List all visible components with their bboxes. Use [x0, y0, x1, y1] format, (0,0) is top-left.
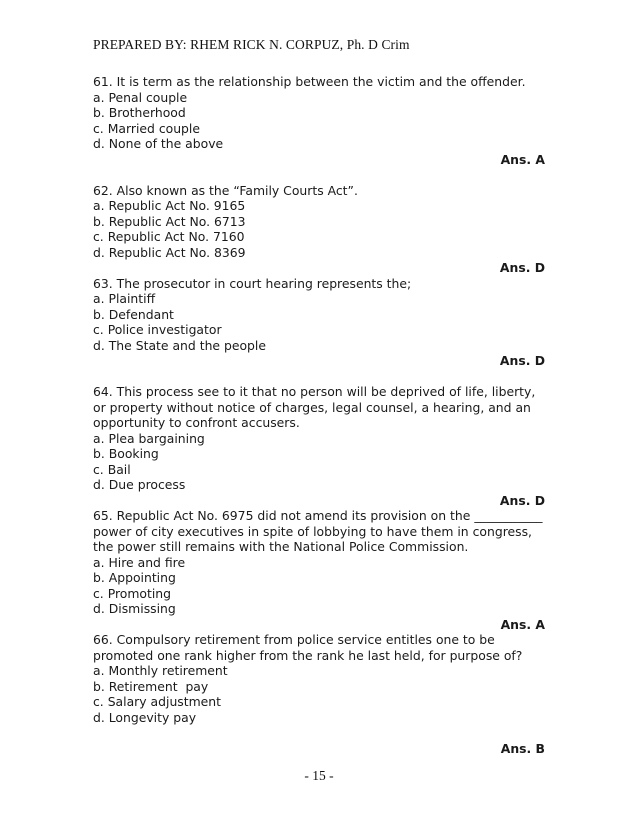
answer-key: Ans. D: [499, 353, 545, 368]
question-65: [93, 508, 545, 632]
question-63: [93, 276, 545, 369]
option-c: c. Republic Act No. 7160: [93, 229, 245, 244]
question-stem: 65. Republic Act No. 6975 did not amend its provision on the ___________ power of city executives in spite of lobbying to have them in congress, the power still remains with the National Police Commission.: [93, 508, 543, 554]
option-d: d. None of the above: [93, 136, 224, 151]
answer-key: Ans. A: [500, 151, 545, 167]
question-64: [93, 384, 545, 508]
option-d: d. Due process: [93, 477, 186, 492]
option-a: a. Republic Act No. 9165: [93, 198, 246, 213]
option-a: a. Monthly retirement: [93, 663, 228, 678]
option-d: d. The State and the people: [93, 337, 266, 353]
option-a: a. Hire and fire: [93, 554, 186, 570]
question-stem: 63. The prosecutor in court hearing represents the;: [93, 275, 412, 291]
option-c: c. Police investigator: [93, 322, 222, 337]
option-b: b. Retirement pay: [93, 678, 209, 694]
page-number: - 15 -: [304, 768, 334, 783]
option-d: d. Dismissing: [93, 601, 176, 616]
option-b: b. Appointing: [93, 570, 176, 585]
option-d: d. Republic Act No. 8369: [93, 244, 246, 260]
answer-key: Ans. D: [499, 260, 545, 275]
option-a: a. Plaintiff: [93, 291, 156, 306]
option-b: b. Brotherhood: [93, 105, 186, 120]
question-62: [93, 183, 545, 276]
option-a: a. Plea bargaining: [93, 430, 205, 446]
option-b: b. Booking: [93, 446, 159, 461]
answer-key: Ans. A: [500, 616, 545, 632]
question-stem: 62. Also known as the “Family Courts Act”.: [93, 182, 358, 198]
option-c: c. Bail: [93, 461, 131, 477]
option-c: c. Salary adjustment: [93, 694, 222, 709]
question-stem: 61. It is term as the relationship between the victim and the offender.: [93, 74, 526, 89]
page-header: PREPARED BY: RHEM RICK N. CORPUZ, Ph. D Crim: [93, 37, 410, 52]
question-stem: 66. Compulsory retirement from police service entitles one to be promoted one rank higher from the rank he last held, for purpose of?: [93, 632, 523, 663]
question-66: [93, 632, 545, 756]
option-c: c. Promoting: [93, 585, 172, 601]
question-stem: 64. This process see to it that no person will be deprived of life, liberty, or property without notice of charges, legal counsel, a hearing, and an opportunity to confront accusers.: [93, 384, 536, 430]
option-b: b. Defendant: [93, 306, 174, 322]
option-a: a. Penal couple: [93, 89, 188, 105]
answer-key: Ans. D: [499, 492, 545, 508]
answer-key: Ans. B: [500, 740, 545, 756]
question-list: [93, 74, 545, 756]
option-c: c. Married couple: [93, 120, 200, 136]
option-d: d. Longevity pay: [93, 709, 197, 725]
option-b: b. Republic Act No. 6713: [93, 213, 246, 229]
question-61: [93, 74, 545, 167]
